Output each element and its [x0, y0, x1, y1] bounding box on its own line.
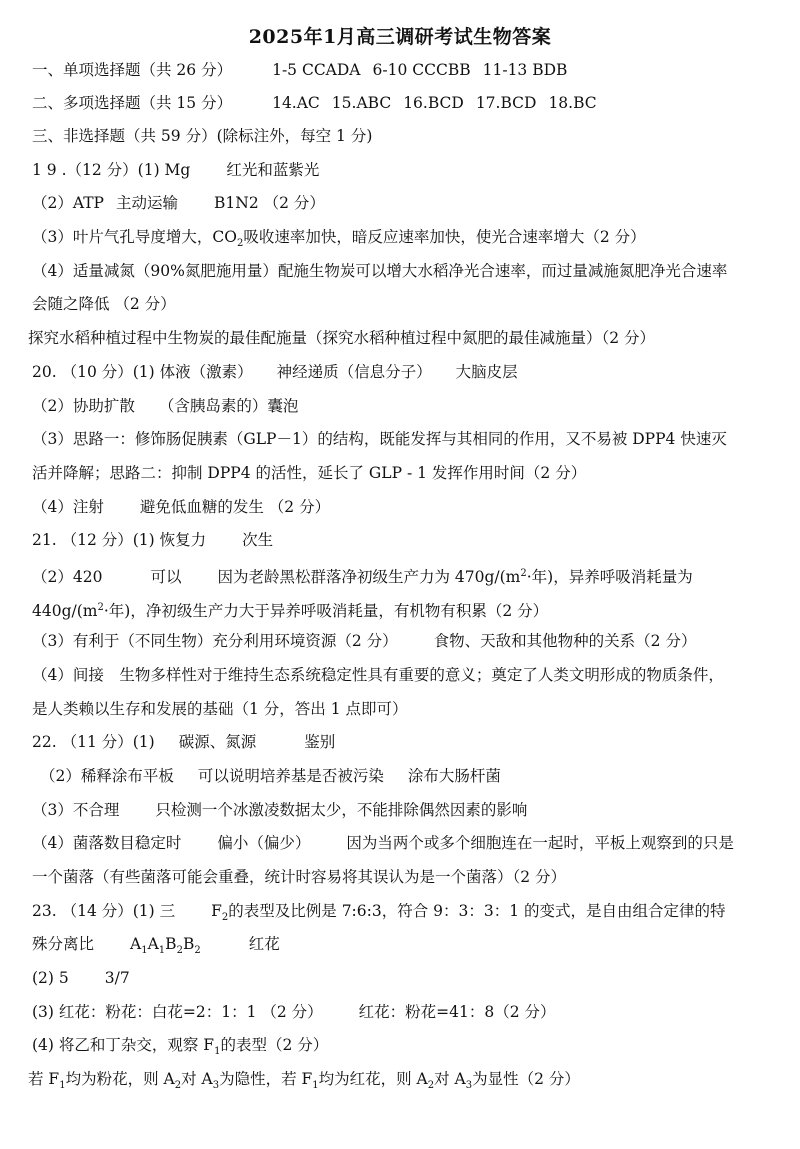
q21-line-5: （4）间接 生物多样性对于维持生态系统稳定性具有重要的意义；奠定了人类文明形成的物质条件， — [32, 666, 724, 684]
q22-line-4: （4）菌落数目稳定时 偏小（偏少） 因为当两个或多个细胞连在一起时，平板上观察到的只是 — [32, 834, 734, 852]
answer-item: 17.BCD — [475, 94, 537, 112]
q21-line-6: 是人类赖以生存和发展的基础（1 分，答出 1 点即可） — [32, 700, 408, 718]
q19-line-1: 1 9 .（12 分）(1) Mg 红光和蓝紫光 — [32, 161, 320, 179]
section-label: 二、多项选择题（共 15 分） — [32, 94, 233, 112]
answer-item: 14.AC — [272, 94, 320, 112]
q22-line-3: （3）不合理 只检测一个冰激凌数据太少，不能排除偶然因素的影响 — [32, 801, 528, 819]
q23-line-2: 殊分离比 $A_1A_1B_2B_2$ 红花 — [32, 935, 280, 957]
q22-line-5: 一个菌落（有些菌落可能会重叠，统计时容易将其误认为是一个菌落）（2 分） — [32, 868, 567, 886]
q19-line-3: （3）叶片气孔导度增大，$CO_2$吸收速率加快，暗反应速率加快，使光合速率增大（2 分） — [32, 228, 646, 250]
answer-item: 15.ABC — [331, 94, 392, 112]
section-multi-choice — [32, 93, 597, 113]
q19-line-6: 探究水稻种植过程中生物炭的最佳配施量（探究水稻种植过程中氮肥的最佳减施量）（2 分） — [28, 329, 656, 347]
q22-line-2: （2）稀释涂布平板 可以说明培养基是否被污染 涂布大肠杆菌 — [40, 767, 501, 785]
q22-line-1: 22. （11 分）(1) 碳源、氮源 鉴别 — [32, 733, 336, 751]
q20-line-2: （2）协助扩散 （含胰岛素的）囊泡 — [32, 397, 299, 415]
q20-line-5: （4）注射 避免低血糖的发生 （2 分） — [32, 498, 331, 516]
q21-line-4: （3）有利于（不同生物）充分利用环境资源（2 分） 食物、天敌和其他物种的关系（2 分） — [32, 632, 697, 650]
answer-group: 1-5 CCADA — [272, 61, 361, 79]
q19-line-5: 会随之降低 （2 分） — [32, 295, 176, 313]
q20-line-1: 20. （10 分）(1) 体液（激素） 神经递质（信息分子） 大脑皮层 — [32, 363, 518, 381]
q20-line-3: （3）思路一：修饰肠促胰素（GLP－1）的结构，既能发挥与其相同的作用，又不易被 DPP4 快速灭 — [32, 430, 727, 448]
answer-group: 11-13 BDB — [482, 61, 568, 79]
page-title: 2025年1月高三调研考试生物答案 — [248, 26, 552, 48]
q23-line-4: (3) 红花：粉花：白花=2：1：1 （2 分） 红花：粉花=41：8（2 分） — [32, 1003, 556, 1021]
q21-line-3: $440g/(m^2\cdot$年)，净初级生产力大于异养呼吸消耗量，有机物有积累（2 分） — [32, 602, 549, 621]
section-label: 三、非选择题（共 59 分）(除标注外，每空 1 分) — [32, 127, 373, 145]
q23-line-3: (2) 5 3/7 — [32, 969, 130, 987]
genotype: $A_1A_1B_2B_2$ — [130, 935, 201, 957]
q23-line-6: 若 $F_1$均为粉花，则 $A_2$对 $A_3$为隐性，若 $F_1$均为红花，则 $A_2$对 $A_3$为显性（2 分） — [28, 1070, 580, 1092]
answer-group: 6-10 CCCBB — [372, 61, 471, 79]
section-label: 一、单项选择题（共 26 分） — [32, 61, 233, 79]
answer-item: 18.BC — [548, 94, 597, 112]
q20-line-4: 活并降解；思路二：抑制 DPP4 的活性，延长了 GLP - 1 发挥作用时间（2 分） — [32, 464, 587, 482]
q23-line-1: 23. （14 分）(1) 三 $F_2$的表型及比例是 7:6:3，符合 9：3：3：1 的变式，是自由组合定律的特 — [32, 902, 726, 924]
q19-line-2: （2）ATP 主动运输 B1N2 （2 分） — [32, 194, 325, 212]
q19-line-4: （4）适量减氮（90%氮肥施用量）配施生物炭可以增大水稻净光合速率，而过量减施氮肥净光合速率 — [32, 262, 728, 280]
answer-item: 16.BCD — [403, 94, 464, 112]
q21-line-2: （2）420 可以 因为老龄黑松群落净初级生产力为 $470g/(m^2\cdot$年)，异养呼吸消耗量为 — [32, 568, 693, 587]
section-non-choice — [32, 126, 372, 146]
q23-line-5: (4) 将乙和丁杂交，观察 $F_1$的表型（2 分） — [32, 1036, 329, 1058]
section-single-choice — [32, 60, 567, 80]
q21-line-1: 21. （12 分）(1) 恢复力 次生 — [32, 531, 274, 549]
